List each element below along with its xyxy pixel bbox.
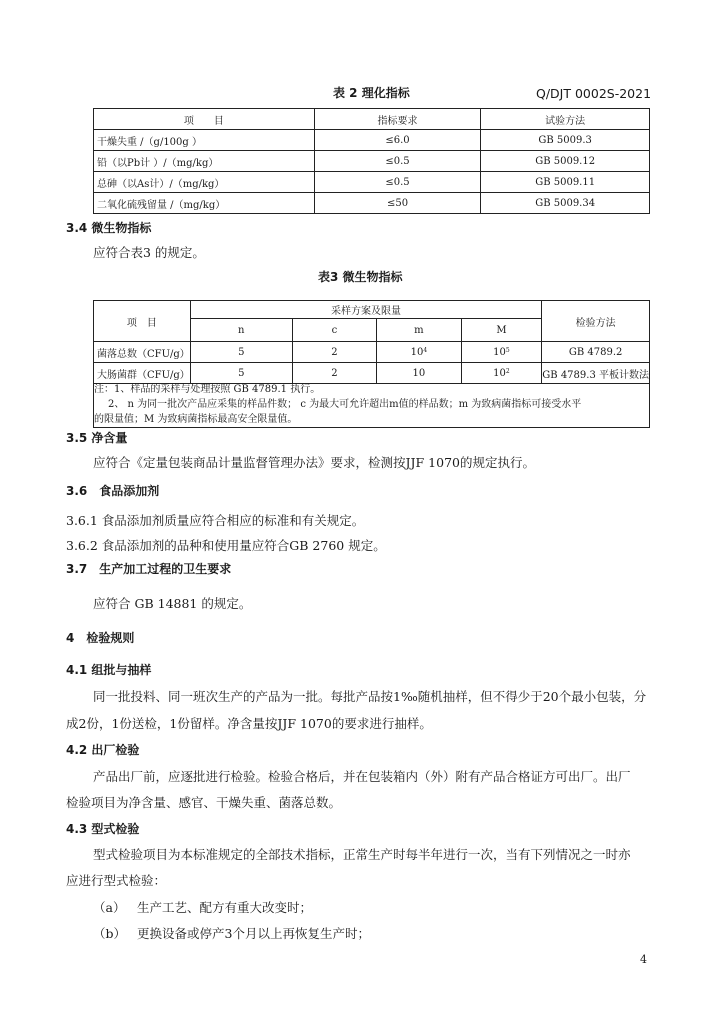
table2-header-method: 试验方法 — [481, 109, 650, 130]
table3-row1-m — [377, 342, 462, 363]
table2-cell: 总砷（以As计）/（mg/kg） — [94, 172, 315, 193]
table2-cell: ≤0.5 — [314, 151, 481, 172]
table2-header-row — [94, 109, 650, 130]
section-4-3-item-a-label: （a） — [93, 900, 126, 915]
section-4-3-item-b-label: （b） — [93, 926, 127, 941]
section-4-3-line-1: 型式检验项目为本标准规定的全部技术指标，正常生产时每半年进行一次，当有下列情况之一时亦 — [93, 847, 631, 862]
table3-row2-M-exp: 2 — [505, 367, 510, 375]
table2-cell: 干燥失重 /（g/100g ） — [94, 130, 315, 151]
section-4-1-line-2: 成2份，1份送检，1份留样。净含量按JJF 1070的要求进行抽样。 — [66, 716, 432, 731]
table3-header-c: c — [292, 319, 376, 342]
table-row — [94, 363, 650, 384]
table-row — [94, 151, 650, 172]
table3-row2-n: 5 — [190, 363, 292, 384]
table3-row1-n: 5 — [190, 342, 292, 363]
table3-header-n: n — [190, 319, 292, 342]
table3-row1-m-exp: 4 — [423, 346, 428, 354]
table3-header-item: 项 目 — [94, 301, 191, 342]
table3-row1-M-base: 10 — [493, 346, 506, 358]
section-3-4-text: 应符合表3 的规定。 — [93, 245, 205, 260]
section-4-1-heading: 4.1 组批与抽样 — [66, 663, 152, 677]
table3-row1-method: GB 4789.2 — [542, 342, 650, 363]
table3-row1-c: 2 — [292, 342, 376, 363]
table3-note-3: 的限量值；M 为致病菌指标最高安全限量值。 — [94, 414, 298, 425]
section-4-2-line-2: 检验项目为净含量、感官、干燥失重、菌落总数。 — [66, 795, 342, 810]
table3-header-row — [94, 301, 650, 319]
table2-cell: ≤50 — [314, 193, 481, 214]
table2-cell: ≤0.5 — [314, 172, 481, 193]
table3-header-plan: 采样方案及限量 — [190, 301, 541, 319]
section-4-heading: 4 检验规则 — [66, 631, 135, 645]
section-3-6-1-text: 3.6.1 食品添加剂质量应符合相应的标准和有关规定。 — [66, 513, 365, 528]
section-3-5-text: 应符合《定量包装商品计量监督管理办法》要求，检测按JJF 1070的规定执行。 — [93, 455, 535, 470]
table3-row1-name: 菌落总数（CFU/g） — [94, 342, 191, 363]
table3-row2-c: 2 — [292, 363, 376, 384]
table3-row2-m: 10 — [377, 363, 462, 384]
section-3-5-heading: 3.5 净含量 — [66, 431, 128, 445]
table-row — [94, 130, 650, 151]
table3-note-2: 2、 n 为同一批次产品应采集的样品件数； c 为最大可允许超出m值的样品数；m 为致病菌指标可接受水平 — [108, 399, 582, 410]
page-number: 4 — [640, 953, 647, 966]
table3-row1-M — [461, 342, 542, 363]
table3-row1-M-exp: 5 — [505, 346, 510, 354]
section-3-4-heading: 3.4 微生物指标 — [66, 221, 152, 235]
table3-header-method: 检验方法 — [542, 301, 650, 342]
table-row — [94, 172, 650, 193]
table2 — [93, 108, 650, 214]
section-4-2-heading: 4.2 出厂检验 — [66, 743, 140, 757]
table3-row1-m-base: 10 — [410, 346, 424, 358]
table2-cell: 铅（以Pb计 ）/（mg/kg） — [94, 151, 315, 172]
section-3-7-text: 应符合 GB 14881 的规定。 — [93, 596, 252, 611]
table3-header-M: M — [461, 319, 542, 342]
section-4-3-item-a: 生产工艺、配方有重大改变时； — [137, 900, 313, 915]
table2-title: 表 2 理化指标 — [333, 86, 410, 100]
table2-cell: 二氧化硫残留量 /（mg/kg） — [94, 193, 315, 214]
section-3-6-heading: 3.6 食品添加剂 — [66, 484, 160, 498]
section-4-3-heading: 4.3 型式检验 — [66, 822, 140, 836]
table2-cell: GB 5009.34 — [481, 193, 650, 214]
section-4-2-line-1: 产品出厂前，应逐批进行检验。检验合格后，并在包装箱内（外）附有产品合格证方可出厂。出厂 — [93, 769, 631, 784]
table-row — [94, 342, 650, 363]
table3-row2-method: GB 4789.3 平板计数法 — [542, 363, 650, 384]
section-4-3-line-2: 应进行型式检验： — [66, 873, 167, 888]
table-row — [94, 193, 650, 214]
table3-row2-M-base: 10 — [493, 367, 506, 379]
table2-header-item: 项 目 — [94, 109, 315, 130]
section-3-7-heading: 3.7 生产加工过程的卫生要求 — [66, 562, 232, 576]
section-4-1-line-1: 同一批投料、同一班次生产的产品为一批。每批产品按1‰随机抽样，但不得少于20个最小包装，分 — [93, 689, 647, 704]
table2-header-requirement: 指标要求 — [314, 109, 481, 130]
table3-note-1: 注：1、样品的采样与处理按照 GB 4789.1 执行。 — [94, 384, 321, 395]
table2-cell: GB 5009.3 — [481, 130, 650, 151]
table3-title: 表3 微生物指标 — [318, 270, 403, 284]
table3-row2-M — [461, 363, 542, 384]
standard-code: Q/DJT 0002S-2021 — [536, 86, 652, 101]
table2-cell: GB 5009.11 — [481, 172, 650, 193]
section-3-6-2-text: 3.6.2 食品添加剂的品种和使用量应符合GB 2760 规定。 — [66, 538, 386, 553]
section-4-3-item-b: 更换设备或停产3个月以上再恢复生产时； — [137, 926, 370, 941]
table2-cell: GB 5009.12 — [481, 151, 650, 172]
table3-row2-name: 大肠菌群（CFU/g） — [94, 363, 191, 384]
table3-header-m: m — [377, 319, 462, 342]
table2-cell: ≤6.0 — [314, 130, 481, 151]
